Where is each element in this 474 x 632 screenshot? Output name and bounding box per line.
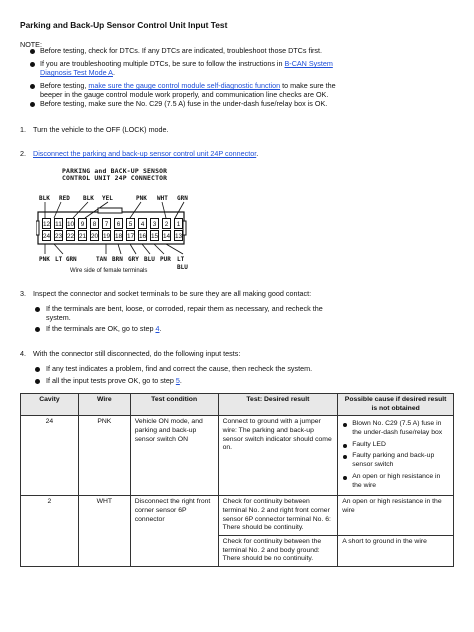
- note-item: [40, 81, 340, 99]
- wire-label: PNK: [39, 256, 50, 263]
- go-to-step-5-link[interactable]: 5: [175, 376, 180, 385]
- cause-cell: A short to ground in the wire: [338, 535, 454, 566]
- pin-cell: 17: [126, 230, 135, 241]
- pin-cell: 21: [78, 230, 87, 241]
- bullet-icon: [35, 367, 40, 372]
- connector-diagram: [36, 168, 196, 278]
- step-text: .: [179, 376, 182, 385]
- header-possible-cause: Possible cause if desired result is not obtained: [338, 394, 454, 416]
- cavity-cell: 2: [21, 496, 79, 567]
- cause-cell: An open or high resistance in the wire: [338, 496, 454, 536]
- pin-cell: 11: [54, 218, 63, 229]
- list-item: Blown No. C29 (7.5 A) fuse in the under-dash fuse/relay box: [342, 420, 449, 437]
- page-title: Parking and Back-Up Sensor Control Unit Input Test: [20, 20, 228, 30]
- bullet-icon: [30, 49, 35, 54]
- pin-cell: 19: [102, 230, 111, 241]
- wire-cell: PNK: [78, 416, 130, 496]
- cause-cell: [338, 416, 454, 496]
- cavity-cell: 24: [21, 416, 79, 496]
- connector-caption: Wire side of female terminals: [70, 268, 148, 274]
- bullet-icon: [30, 62, 35, 67]
- wire-label: PUR: [160, 256, 171, 263]
- note-text: .: [112, 68, 115, 78]
- pin-cell: 24: [42, 230, 51, 241]
- step-number: 1.: [20, 125, 26, 134]
- note-item: Before testing, check for DTCs. If any DTCs are indicated, troubleshoot those DTCs first.: [40, 46, 323, 55]
- step-4-bullet: [46, 376, 336, 385]
- wire-label: BLU: [144, 256, 155, 263]
- bullet-icon: [35, 379, 40, 384]
- pin-cell: 8: [90, 218, 99, 229]
- result-cell: Connect to ground with a jumper wire: The parking and back-up sensor switch indicator should come on.: [218, 416, 338, 496]
- wire-label: BLK: [39, 195, 50, 202]
- b-can-diagnosis-link[interactable]: B-CAN System Diagnosis Test Mode A: [40, 59, 333, 78]
- wire-label: BLK: [83, 195, 94, 202]
- go-to-step-4-link[interactable]: 4: [155, 324, 160, 333]
- pin-cell: 6: [114, 218, 123, 229]
- header-cavity: Cavity: [21, 394, 79, 416]
- list-item: Faulty parking and back-up sensor switch: [342, 452, 449, 469]
- step-2-text: [33, 149, 353, 158]
- step-text: .: [159, 324, 162, 333]
- header-desired-result: Test: Desired result: [218, 394, 338, 416]
- step-text: If all the input tests prove OK, go to step: [46, 376, 176, 385]
- pin-cell: 23: [54, 230, 63, 241]
- header-test-condition: Test condition: [130, 394, 218, 416]
- list-item: An open or high resistance in the wire: [342, 473, 449, 490]
- note-text: Before testing,: [40, 81, 89, 90]
- connector-title-line: CONTROL UNIT 24P CONNECTOR: [62, 174, 168, 183]
- table-row: [21, 496, 454, 536]
- note-text: to make sure the beeper in the gauge control module work properly, and communication line checks are OK.: [40, 81, 336, 100]
- wire-label: RED: [59, 195, 70, 202]
- pin-cell: 13: [174, 230, 183, 241]
- pin-row-top: [42, 218, 186, 229]
- wire-label: WHT: [157, 195, 168, 202]
- wire-label: GRN: [177, 195, 188, 202]
- step-number: 3.: [20, 289, 26, 298]
- note-item: Before testing, make sure the No. C29 (7.5 A) fuse in the under-dash fuse/relay box is OK.: [40, 99, 328, 108]
- pin-cell: 16: [138, 230, 147, 241]
- step-4-text: With the connector still disconnected, do the following input tests:: [33, 349, 241, 358]
- bullet-icon: [35, 327, 40, 332]
- condition-cell: Disconnect the right front corner sensor 6P connector: [130, 496, 218, 567]
- step-4-bullet: If any test indicates a problem, find and correct the cause, then recheck the system.: [46, 364, 313, 373]
- wire-label: PNK: [136, 195, 147, 202]
- header-wire: Wire: [78, 394, 130, 416]
- pin-cell: 14: [162, 230, 171, 241]
- wire-label: LT GRN: [55, 256, 77, 263]
- pin-cell: 9: [78, 218, 87, 229]
- pin-row-bottom: [42, 230, 186, 241]
- pin-cell: 1: [174, 218, 183, 229]
- gauge-self-diagnostic-link[interactable]: make sure the gauge control module self-diagnostic function: [88, 81, 281, 90]
- wire-label: BRN: [112, 256, 123, 263]
- result-cell: Check for continuity between the terminal No. 2 and body ground: There should be no continuity.: [218, 535, 338, 566]
- pin-cell: 3: [150, 218, 159, 229]
- note-text: If you are troubleshooting multiple DTCs, be sure to follow the instructions in: [40, 59, 285, 68]
- step-3-bullet: If the terminals are bent, loose, or corroded, repair them as necessary, and recheck the system.: [46, 304, 323, 323]
- bullet-icon: [35, 307, 40, 312]
- bullet-icon: [30, 84, 35, 89]
- list-item: Faulty LED: [342, 441, 449, 450]
- step-1-text: Turn the vehicle to the OFF (LOCK) mode.: [33, 125, 169, 134]
- wire-label: LT BLU: [177, 256, 188, 271]
- cause-list: [342, 420, 449, 490]
- wire-label: YEL: [102, 195, 113, 202]
- disconnect-connector-link[interactable]: Disconnect the parking and back-up sensor control unit 24P connector: [33, 149, 257, 158]
- note-item: [40, 59, 340, 77]
- pin-cell: 12: [42, 218, 51, 229]
- pin-cell: 7: [102, 218, 111, 229]
- result-cell: Check for continuity between terminal No. 2 and right front corner sensor 6P connector terminal No. 6: There should be continuity.: [218, 496, 338, 536]
- wire-cell: WHT: [78, 496, 130, 567]
- condition-cell: Vehicle ON mode, and parking and back-up sensor switch ON: [130, 416, 218, 496]
- wire-label: GRY: [128, 256, 139, 263]
- pin-cell: 18: [114, 230, 123, 241]
- wire-label: TAN: [96, 256, 107, 263]
- step-3-text: Inspect the connector and socket terminals to be sure they are all making good contact:: [33, 289, 312, 298]
- input-test-table: [20, 393, 454, 567]
- pin-cell: 4: [138, 218, 147, 229]
- connector-title-line: PARKING and BACK-UP SENSOR: [62, 167, 168, 175]
- step-number: 2.: [20, 149, 26, 158]
- pin-cell: 20: [90, 230, 99, 241]
- step-text: If the terminals are OK, go to step: [46, 324, 156, 333]
- pin-cell: 22: [66, 230, 75, 241]
- table-row: [21, 416, 454, 496]
- pin-cell: 15: [150, 230, 159, 241]
- bullet-icon: [30, 102, 35, 107]
- step-number: 4.: [20, 349, 26, 358]
- pin-cell: 10: [66, 218, 75, 229]
- pin-cell: 2: [162, 218, 171, 229]
- step-text: .: [256, 149, 259, 158]
- table-header-row: [21, 394, 454, 416]
- pin-cell: 5: [126, 218, 135, 229]
- note-label: NOTE:: [20, 40, 42, 49]
- step-3-bullet: [46, 324, 336, 333]
